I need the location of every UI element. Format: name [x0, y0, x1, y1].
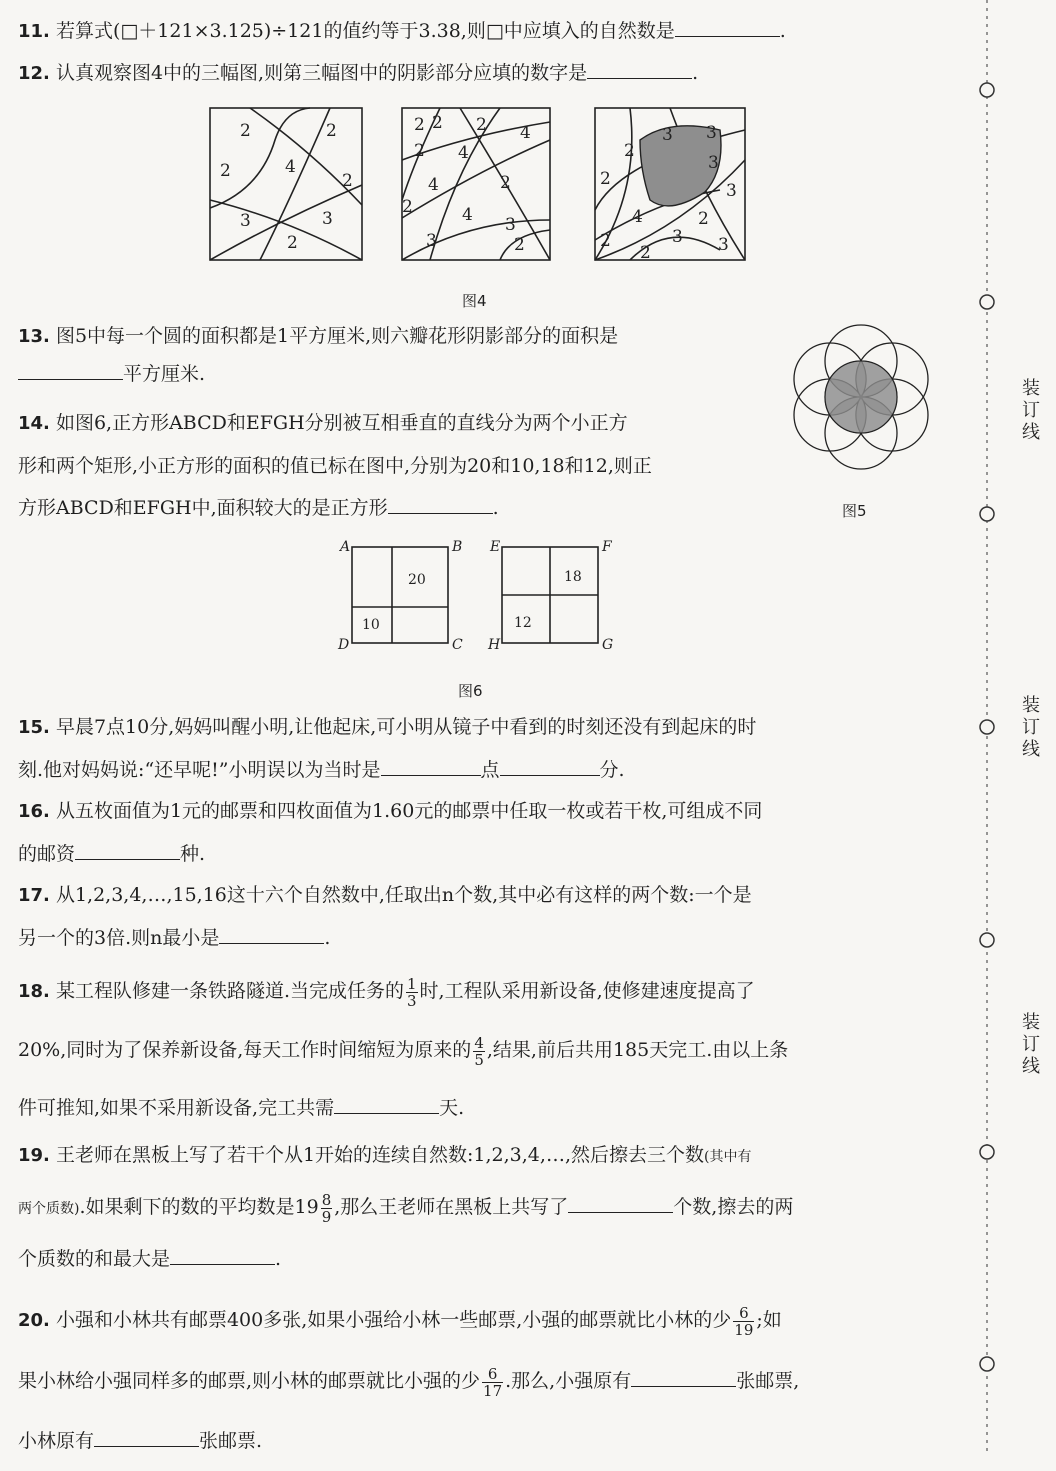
- fig4-number: 2: [220, 161, 231, 181]
- question-number: 15.: [18, 717, 50, 738]
- vertex-label: D: [338, 637, 350, 653]
- question-text: 图5中每一个圆的面积都是1平方厘米,则六瓣花形阴影部分的面积是: [55, 325, 619, 347]
- fig4-number: 4: [285, 157, 296, 177]
- fig4-number: 2: [698, 209, 709, 229]
- area-value: 20: [408, 572, 426, 588]
- question-number: 11.: [18, 21, 50, 42]
- figure-5: [786, 322, 936, 472]
- fig4-number: 2: [600, 169, 611, 189]
- fig4-number: 2: [432, 113, 443, 133]
- answer-blank-xiaolin[interactable]: [94, 1422, 199, 1447]
- question-number: 18.: [18, 981, 50, 1002]
- question-number: 19.: [18, 1145, 50, 1166]
- fig4-number: 2: [514, 235, 525, 255]
- question-number: 14.: [18, 413, 50, 434]
- fraction: $\frac{6}{19}$: [734, 1303, 754, 1339]
- answer-blank[interactable]: [587, 54, 692, 79]
- question-18: 18. 某工程队修建一条铁路隧道.当完成任务的 $\frac{1}{3}$ 时,工程队采用新设备,使修建速度提高了 20%,同时为了保养新设备,每天工作时间缩短为原来的 $\frac{4}{5}$ ,结果,前后共用185天完工.由以上条 件可推知,如果不采用新设备,完工共需 天.: [18, 974, 789, 1119]
- question-text: 某工程队修建一条铁路隧道.当完成任务的: [55, 980, 404, 1002]
- answer-blank-minute[interactable]: [500, 751, 600, 776]
- binding-hole: [980, 933, 994, 947]
- question-17: 17. 从1,2,3,4,…,15,16这十六个自然数中,任取出n个数,其中必有这样的两个数:一个是 另一个的3倍.则n最小是 .: [18, 884, 752, 949]
- binding-hole: [980, 1145, 994, 1159]
- fig4-number: 2: [326, 121, 337, 141]
- fraction: $\frac{1}{3}$: [406, 974, 417, 1010]
- answer-blank-hour[interactable]: [381, 751, 481, 776]
- answer-blank[interactable]: [334, 1089, 439, 1114]
- fig4-panel-1: [210, 108, 362, 260]
- fig4-number: 3: [322, 209, 333, 229]
- question-19: 19. 王老师在黑板上写了若干个从1开始的连续自然数:1,2,3,4,…,然后擦去三个数(其中有 两个质数).如果剩下的数的平均数是19 $\frac{8}{9}$ ,那么王老师在黑板上共写了 个数,擦去的两 个质数的和最大是 .: [18, 1144, 794, 1270]
- question-text: 王老师在黑板上写了若干个从1开始的连续自然数:1,2,3,4,…,然后擦去三个数: [55, 1144, 704, 1166]
- binding-hole: [980, 83, 994, 97]
- area-value: 12: [514, 615, 532, 631]
- fig4-number: 3: [240, 211, 251, 231]
- vertex-label: F: [602, 539, 612, 555]
- fig4-number: 2: [640, 243, 651, 263]
- fig4-number: 3: [505, 215, 516, 235]
- answer-blank[interactable]: [675, 12, 780, 37]
- fig4-number: 3: [672, 227, 683, 247]
- vertex-label: G: [602, 637, 614, 653]
- binding-hole: [980, 1357, 994, 1371]
- figure-4: [200, 100, 760, 270]
- answer-blank-xiaoqiang[interactable]: [631, 1362, 736, 1387]
- answer-blank-sum[interactable]: [170, 1240, 275, 1265]
- fig4-number: 3: [726, 181, 737, 201]
- question-15: 15. 早晨7点10分,妈妈叫醒小明,让他起床,可小明从镜子中看到的时刻还没有到起床的时 刻.他对妈妈说:“还早呢!”小明误以为当时是 点 分.: [18, 716, 757, 781]
- fig4-number: 2: [342, 171, 353, 191]
- question-text: 从1,2,3,4,…,15,16这十六个自然数中,任取出n个数,其中必有这样的两个数:一个是: [55, 884, 752, 906]
- question-text: 若算式(□＋121×3.125)÷121的值约等于3.38,则□中应填入的自然数是: [55, 20, 675, 42]
- figure-caption: 图4: [462, 292, 487, 310]
- figure-caption: 图5: [842, 502, 867, 520]
- fig4-number: 2: [476, 115, 487, 135]
- area-value: 10: [362, 617, 380, 633]
- vertex-label: E: [490, 539, 501, 555]
- fig4-number: 2: [402, 197, 413, 217]
- question-text: 认真观察图4中的三幅图,则第三幅图中的阴影部分应填的数字是: [55, 62, 588, 84]
- figure-6: [330, 535, 630, 655]
- fig4-number: 4: [428, 175, 439, 195]
- fig4-number: 3: [718, 235, 729, 255]
- binding-hole: [980, 720, 994, 734]
- question-11: 11. 若算式(□＋121×3.125)÷121的值约等于3.38,则□中应填入的自然数是 .: [18, 12, 938, 50]
- binding-hole: [980, 507, 994, 521]
- fraction: $\frac{8}{9}$: [321, 1190, 332, 1226]
- fig4-number: 2: [624, 141, 635, 161]
- fig4-number: 2: [414, 141, 425, 161]
- fig4-number: 2: [500, 173, 511, 193]
- binding-hole: [980, 295, 994, 309]
- question-text: 早晨7点10分,妈妈叫醒小明,让他起床,可小明从镜子中看到的时刻还没有到起床的时: [55, 716, 757, 738]
- vertex-label: C: [452, 637, 463, 653]
- fraction: $\frac{4}{5}$: [474, 1033, 484, 1069]
- fraction: $\frac{6}{17}$: [483, 1364, 503, 1400]
- question-number: 13.: [18, 326, 50, 347]
- fig4-number: 3: [662, 125, 673, 145]
- question-16: 16. 从五枚面值为1元的邮票和四枚面值为1.60元的邮票中任取一枚或若干枚,可组成不同 的邮资 种.: [18, 800, 763, 865]
- fig4-number: 4: [462, 205, 473, 225]
- question-number: 20.: [18, 1310, 50, 1331]
- area-value: 18: [564, 569, 582, 585]
- answer-blank[interactable]: [18, 355, 123, 380]
- question-number: 16.: [18, 801, 50, 822]
- question-number: 12.: [18, 63, 50, 84]
- question-number: 17.: [18, 885, 50, 906]
- vertex-label: A: [340, 539, 351, 555]
- question-20: 20. 小强和小林共有邮票400多张,如果小强给小林一些邮票,小强的邮票就比小林的少 $\frac{6}{19}$ ;如 果小林给小强同样多的邮票,则小林的邮票就比小强的少 $\frac{6}{17}$ .那么,小强原有 张邮票, 小林原有 张邮票.: [18, 1303, 800, 1452]
- fig4-number: 2: [240, 121, 251, 141]
- answer-blank-count[interactable]: [568, 1188, 673, 1213]
- binding-label: 装订线: [1019, 1012, 1040, 1078]
- answer-blank[interactable]: [219, 919, 324, 944]
- question-12: 12. 认真观察图4中的三幅图,则第三幅图中的阴影部分应填的数字是 .: [18, 54, 938, 92]
- question-text: 如图6,正方形ABCD和EFGH分别被互相垂直的直线分为两个小正方: [55, 412, 628, 434]
- vertex-label: H: [488, 637, 501, 653]
- fig4-number: 4: [632, 207, 643, 227]
- fig4-number: 3: [706, 123, 717, 143]
- fig4-number: 2: [600, 231, 611, 251]
- fig4-number: 2: [414, 115, 425, 135]
- fig4-number: 4: [520, 123, 531, 143]
- fig4-number: 3: [708, 153, 719, 173]
- fig4-number: 3: [426, 231, 437, 251]
- answer-blank[interactable]: [388, 489, 493, 514]
- question-text: 小强和小林共有邮票400多张,如果小强给小林一些邮票,小强的邮票就比小林的少: [55, 1309, 732, 1331]
- binding-label: 装订线: [1019, 378, 1040, 444]
- question-text: 从五枚面值为1元的邮票和四枚面值为1.60元的邮票中任取一枚或若干枚,可组成不同: [55, 800, 763, 822]
- fig4-number: 2: [287, 233, 298, 253]
- figure-caption: 图6: [458, 682, 483, 700]
- binding-label: 装订线: [1019, 695, 1040, 761]
- fig4-number: 4: [458, 143, 469, 163]
- question-13: 13. 图5中每一个圆的面积都是1平方厘米,则六瓣花形阴影部分的面积是 平方厘米.: [18, 325, 619, 385]
- question-14: 14. 如图6,正方形ABCD和EFGH分别被互相垂直的直线分为两个小正方 形和两个矩形,小正方形的面积的值已标在图中,分别为20和10,18和12,则正 方形ABCD和EFGH中,面积较大的是正方形 .: [18, 412, 652, 519]
- answer-blank[interactable]: [75, 835, 180, 860]
- vertex-label: B: [452, 539, 463, 555]
